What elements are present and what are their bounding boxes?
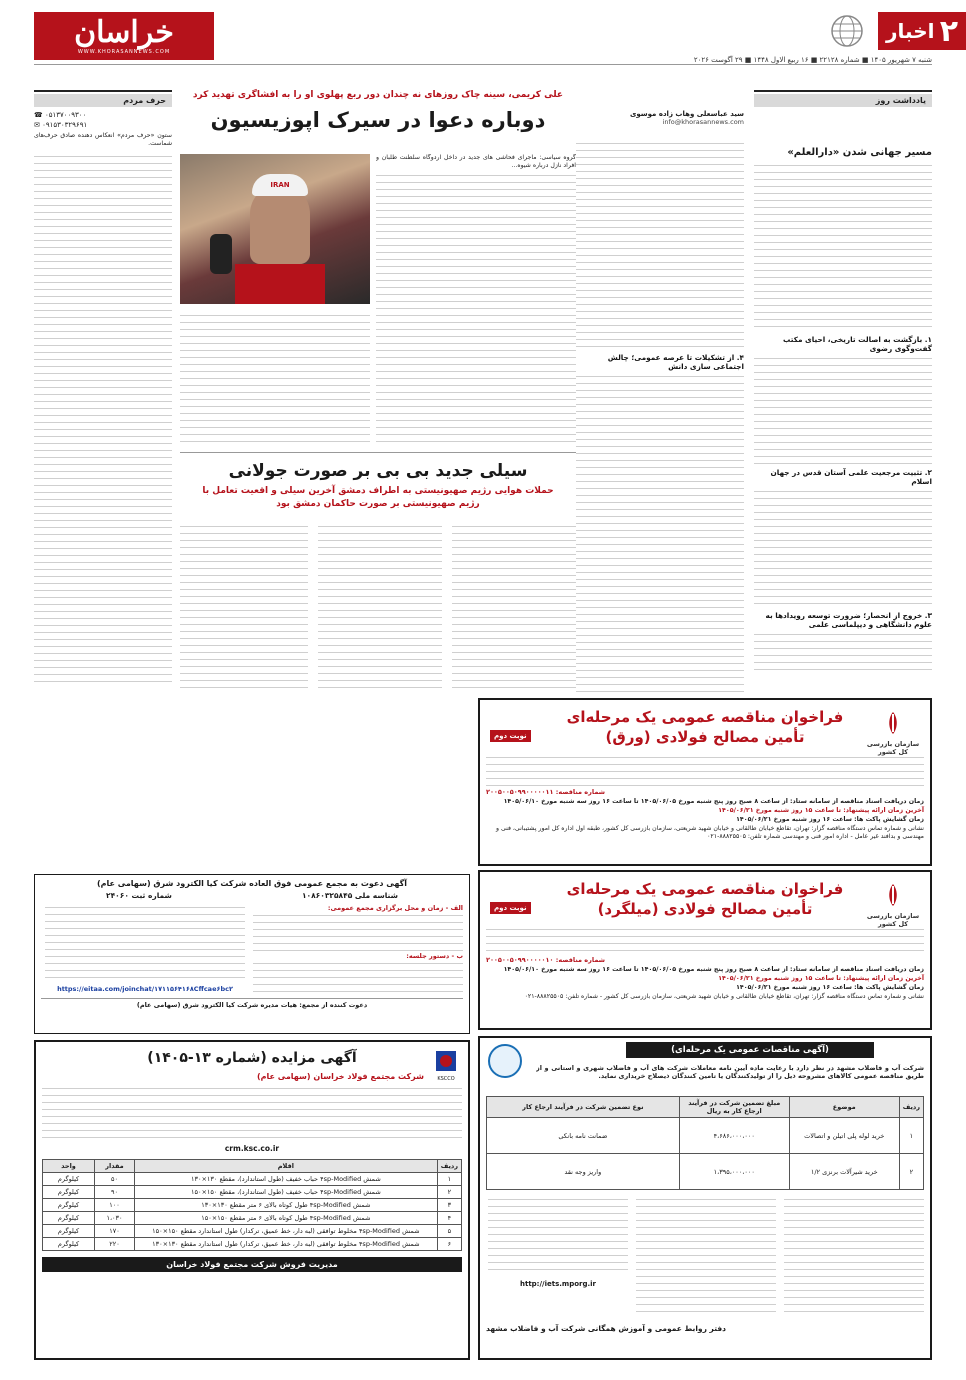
editorial-subhead-3: ۳. خروج از انحصار؛ ضرورت توسعه رویدادها به علوم دانشگاهی و دیپلماسی علمی — [765, 611, 932, 629]
editorial-body-4 — [754, 631, 932, 671]
cell: ۶ — [437, 1238, 461, 1251]
water-footer: دفتر روابط عمومی و آموزش همگانی شرکت آب و فاضلاب مشهد — [486, 1324, 727, 1333]
photo-shirt — [235, 264, 325, 304]
section-number: ۲ — [939, 13, 958, 49]
cell: ۴،۶۸۶،۰۰۰،۰۰۰ — [679, 1118, 789, 1154]
cell: ۱۷۰ — [95, 1225, 135, 1238]
auction-company: شرکت مجتمع فولاد خراسان (سهامی عام) — [256, 1072, 424, 1081]
tender-2-body — [486, 926, 924, 954]
cell: کیلوگرم — [43, 1225, 95, 1238]
meeting-agenda-title: الف - زمان و محل برگزاری مجمع عمومی: — [327, 904, 463, 912]
page-header — [0, 0, 966, 86]
tender-2-date: زمان دریافت اسناد مناقصه از سامانه ستاد: از ساعت ۸ صبح روز پنج شنبه مورخ ۱۴۰۵/۰۶/۰۵ تا ساعت ۱۶ روز سه شنبه مورخ ۱۴۰۵/۰۶/۱۰ — [503, 966, 924, 973]
cell: واریز وجه نقد — [487, 1154, 680, 1190]
tender-2-subtitle: تأمین مصالح فولادی (میلگرد) — [597, 900, 813, 918]
message-icon: ✉ — [34, 121, 43, 129]
water-ad[interactable] — [478, 1036, 932, 1360]
main-story — [180, 88, 576, 448]
cell: کیلوگرم — [43, 1212, 95, 1225]
editorial-subhead-4: ۴. از تشکیلات تا عرصه عمومی؛ چالش اجتماعی سازی دانش — [607, 353, 744, 371]
second-story-col-2 — [318, 523, 442, 693]
tender-2-emblem — [864, 882, 922, 928]
tender-1-opening: زمان گشایش پاکت ها: ساعت ۱۶ روز شنبه مورخ ۱۴۰۵/۰۶/۲۱ — [736, 816, 924, 823]
cell: ۱۰۰ — [95, 1199, 135, 1212]
people-column — [34, 90, 172, 694]
meeting-reg-number: شماره ثبت ۲۴۰۶۰ — [106, 891, 172, 900]
tender-2-deadline: آخرین زمان ارائه پیشنهاد: تا ساعت ۱۵ روز شنبه مورخ ۱۴۰۵/۰۶/۲۱ — [718, 975, 924, 982]
water-col-guarantee: نوع تضمین شرکت در فرآیند ارجاع کار — [487, 1097, 680, 1118]
auction-col-qty: مقدار — [95, 1160, 135, 1173]
table-row — [43, 1225, 462, 1238]
meeting-body-1 — [253, 912, 463, 952]
water-terms-2 — [636, 1196, 776, 1316]
water-terms-3 — [488, 1196, 628, 1276]
water-table — [486, 1096, 924, 1190]
cell: خرید لوله پلی اتیلن و اتصالات — [789, 1118, 899, 1154]
author-email[interactable]: info@khorasannews.com — [662, 118, 744, 126]
cell: شمش ۴sp-Modified طول کوتاه بالای ۶ متر مقطع ۱۳۰×۱۳۰ — [135, 1199, 438, 1212]
tender-1-badge: نوبت دوم — [490, 730, 531, 742]
dateline: شنبه ۷ شهریور ۱۴۰۵ ■ شماره ۲۲۱۲۸ ■ ۱۶ ربیع الاول ۱۴۴۸ ■ ۲۹ آگوست ۲۰۲۶ — [693, 56, 932, 64]
second-story-kicker: حملات هوایی رژیم صهیونیستی به اطراف دمشق آخرین سیلی و اقعیت تعامل با رژیم صهیونیستی بر صورت حاکمان دمشق بود — [202, 486, 554, 509]
tender-ad-2[interactable] — [478, 870, 932, 1030]
editorial-body-1 — [754, 162, 932, 332]
cell: ۲ — [437, 1186, 461, 1199]
cell: ۱ — [899, 1118, 923, 1154]
tender-1-address: نشانی و شماره تماس دستگاه مناقصه گزار: تهران، تقاطع خیابان طالقانی و خیابان شهید شریعتی، سازمان بازرسی کل کشور، طبقه اول اداره کل امور پشتیبانی، فنی و مهندسی و بدافند غیر عامل - اداره امور فنی و مهندسی شماره تلفن: ۸۸۸۲۵۵۰۵-۰۲۱ — [496, 825, 924, 840]
tender-1-subtitle: تأمین مصالح فولادی (ورق) — [605, 728, 805, 746]
phone-icon: ☎ — [34, 111, 45, 119]
cell: ۵ — [437, 1225, 461, 1238]
second-story-col-3 — [180, 523, 308, 693]
people-phone-number: ۰۵۱۳۷۰۰۹۳۰۰ — [44, 111, 87, 119]
editorial-body-2 — [754, 355, 932, 465]
people-phone — [34, 111, 172, 119]
auction-table — [42, 1159, 462, 1251]
tender-2-title: فراخوان مناقصه عمومی یک مرحله‌ای — [566, 880, 844, 898]
auction-footer: مدیریت فروش شرکت مجتمع فولاد خراسان — [42, 1257, 462, 1272]
tender-2-address: نشانی و شماره تماس دستگاه مناقصه گزار: تهران، تقاطع خیابان طالقانی و خیابان شهید شریعتی، سازمان بازرسی کل کشور - شماره تلفن: ۸۸۸۲۵۵۰۵-۰۲۱ — [524, 993, 924, 1000]
cell: ۲ — [899, 1154, 923, 1190]
water-intro: شرکت آب و فاضلاب مشهد در نظر دارد با رعایت ماده آیین نامه معاملات شرکت های آب و فاضلاب شهری و استانی و از طریق مناقصه عمومی کالاهای مشروحه ذیل را از تولیدکنندگان یا تامین کنندگان ذیصلاح خریداری نماید. — [536, 1064, 924, 1081]
main-story-lead: گروه سیاسی: ماجرای فحاشی های جدید در داخل اردوگاه سلطنت طلبان و افراد نازل ‌درباره شیو‌ه... — [376, 154, 576, 170]
logo-text: خراسان — [74, 15, 174, 50]
cell: ۱،۰۳۰ — [95, 1212, 135, 1225]
editorial-body-5 — [576, 140, 744, 350]
author-name: سید عباسعلی وهاب زاده موسوی — [629, 110, 744, 118]
people-section-title: حرف مردم — [34, 94, 172, 107]
cell: ۹۰ — [95, 1186, 135, 1199]
cell: کیلوگرم — [43, 1238, 95, 1251]
ksc-logo — [432, 1050, 460, 1082]
tender-2-number: شماره مناقصه: ۲۰۰۵۰۰۵۰۹۹۰۰۰۰۰۱۰ — [486, 956, 606, 964]
iran-emblem-icon — [880, 882, 906, 908]
main-story-photo[interactable] — [180, 154, 370, 304]
people-messages — [34, 153, 172, 688]
cell: شمش ۴sp-Modified حباب خفیف (طول استاندارد)، مقطع ۱۳۰×۱۳۰ — [135, 1173, 438, 1186]
people-intro: ستون «حرف مردم» انعکاس دهنده صادق حرف‌های شماست. — [34, 132, 172, 148]
table-row — [487, 1118, 924, 1154]
auction-title: آگهی مزایده (شماره ۱۳-۱۴۰۵) — [147, 1050, 357, 1066]
people-sms — [34, 121, 172, 129]
second-story — [180, 452, 576, 694]
meeting-national-id: شناسه ملی ۱۰۸۶۰۳۲۵۸۴۵ — [301, 891, 398, 900]
editorial-subhead-2: ۲. تثبیت مرجعیت علمی آستان قدس در جهان اسلام — [770, 468, 932, 486]
meeting-ad[interactable] — [34, 874, 470, 1034]
auction-ad[interactable] — [34, 1040, 470, 1360]
editorial-body-3 — [754, 488, 932, 608]
table-row — [43, 1199, 462, 1212]
main-story-headline[interactable]: دوباره دعوا در سیرک اپوزیسیون — [210, 108, 546, 132]
tender-1-deadline: آخرین زمان ارائه پیشنهاد: تا ساعت ۱۵ روز شنبه مورخ ۱۴۰۵/۰۶/۲۱ — [718, 807, 924, 814]
cell: ۲۲۰ — [95, 1238, 135, 1251]
water-col-subject: موضوع — [789, 1097, 899, 1118]
iran-emblem-icon — [880, 710, 906, 736]
main-story-body-1 — [376, 172, 576, 444]
section-label: اخبار — [886, 19, 935, 43]
tender-2-org: سازمان بازرسی کل کشور — [866, 912, 920, 928]
editorial-section-title: یادداشت روز — [754, 94, 932, 107]
cell: ۵۰ — [95, 1173, 135, 1186]
cell: شمش ۴sp-Modified مخلوط توافقی (لبه دار، خط عمیق، ترکدار) طول استاندارد مقطع ۱۵۰×۱۵۰ — [135, 1225, 438, 1238]
ksc-logo-icon — [435, 1050, 457, 1072]
water-logo-icon — [488, 1044, 522, 1078]
editorial-author-block — [584, 110, 744, 134]
tender-2-badge: نوبت دوم — [490, 902, 531, 914]
cell: شمش ۴sp-Modified طول کوتاه بالای ۶ متر مقطع ۱۵۰×۱۵۰ — [135, 1212, 438, 1225]
tender-1-date: زمان دریافت اسناد مناقصه از سامانه ستاد: از ساعت ۸ صبح روز پنج شنبه مورخ ۱۴۰۵/۰۶/۰۵ تا ساعت ۱۶ روز سه شنبه مورخ ۱۴۰۵/۰۶/۱۰ — [503, 798, 924, 805]
cell: ضمانت نامه بانکی — [487, 1118, 680, 1154]
meeting-body-3 — [45, 904, 245, 982]
tender-1-title: فراخوان مناقصه عمومی یک مرحله‌ای — [566, 708, 844, 726]
meeting-footer: دعوت کننده از مجمع: هیات مدیره شرکت کیا الکترود شرق (سهامی عام) — [41, 998, 463, 1009]
cell: شمش ۴sp-Modified حباب خفیف (طول استاندارد)، مقطع ۱۵۰×۱۵۰ — [135, 1186, 438, 1199]
cell: کیلوگرم — [43, 1186, 95, 1199]
table-row — [43, 1238, 462, 1251]
newspaper-logo[interactable] — [34, 12, 214, 60]
main-story-lead-col — [376, 154, 576, 446]
cell: شمش ۴sp-Modified مخلوط توافقی (لبه دار، خط عمیق، ترکدار) طول استاندارد مقطع ۱۳۰×۱۳۰ — [135, 1238, 438, 1251]
photo-cap: IRAN — [252, 174, 308, 196]
editorial-body-6 — [576, 373, 744, 693]
people-sms-number: ۰۹۱۵۳۰۳۲۹۶۹۱ — [42, 121, 88, 129]
editorial-column-2 — [576, 140, 744, 694]
second-story-headline[interactable]: سیلی جدید بی بی بر صورت جولانی — [228, 461, 528, 481]
main-story-body-2 — [180, 312, 370, 446]
meeting-title: آگهی دعوت به مجمع عمومی فوق العاده شرکت کیا الکترود شرق (سهامی عام) — [96, 879, 408, 888]
ksc-logo-text: KSCCO — [437, 1076, 455, 1082]
table-row — [43, 1173, 462, 1186]
tender-1-body — [486, 754, 924, 786]
tender-2-opening: زمان گشایش پاکت ها: ساعت ۱۶ روز شنبه مورخ ۱۴۰۵/۰۶/۲۱ — [736, 984, 924, 991]
water-website[interactable]: http://iets.mporg.ir — [519, 1280, 596, 1288]
auction-col-unit: واحد — [43, 1160, 95, 1173]
meeting-agenda-b: ب - دستور جلسه: — [406, 952, 463, 960]
logo-url: WWW.KHORASANNEWS.COM — [77, 49, 171, 55]
cell: کیلوگرم — [43, 1199, 95, 1212]
cell: ۱،۳۹۵،۰۰۰،۰۰۰ — [679, 1154, 789, 1190]
photo-person-figure — [250, 184, 310, 264]
editorial-column — [754, 90, 932, 694]
water-title: (آگهی مناقصات عمومی یک مرحله‌ای) — [626, 1042, 874, 1058]
water-col-index: ردیف — [899, 1097, 923, 1118]
auction-col-item: اقلام — [135, 1160, 438, 1173]
meeting-body-2 — [253, 960, 463, 994]
cell: ۳ — [437, 1199, 461, 1212]
second-story-col-1 — [452, 523, 576, 693]
cell: کیلوگرم — [43, 1173, 95, 1186]
tender-ad-1[interactable] — [478, 698, 932, 866]
tender-1-org: سازمان بازرسی کل کشور — [866, 740, 920, 756]
auction-body — [42, 1085, 462, 1141]
section-tab — [878, 12, 966, 50]
meeting-link[interactable]: https://eitaa.com/joinchat/۱۷۱۱۵۶۴۱۶۸Cffcae۶bc۲ — [57, 985, 233, 993]
editorial-headline: مسیر جهانی شدن «دارالعلم» — [787, 147, 932, 158]
auction-col-index: ردیف — [437, 1160, 461, 1173]
cell: ۴ — [437, 1212, 461, 1225]
editorial-subhead-1: ۱. بازگشت به اصالت تاریخی، احیای مکتب گفت‌وگوی رضوی — [783, 335, 932, 353]
water-col-amount: مبلغ تضمین شرکت در فرآیند ارجاع کار به ریال — [679, 1097, 789, 1118]
table-row — [43, 1212, 462, 1225]
header-divider — [34, 64, 932, 65]
water-terms-1 — [784, 1196, 924, 1316]
tender-1-number: شماره مناقصه: ۲۰۰۵۰۰۵۰۹۹۰۰۰۰۰۱۱ — [486, 788, 606, 796]
cell: ۱ — [437, 1173, 461, 1186]
main-story-kicker: علی کریمی، سینه چاک روزهای نه چندان دور ربع پهلوی او را به افشاگری تهدید کرد — [192, 90, 564, 100]
table-row — [43, 1186, 462, 1199]
photo-microphone-icon — [210, 234, 232, 274]
table-row — [487, 1154, 924, 1190]
cell: خرید شیرآلات برنزی ۱/۲ — [789, 1154, 899, 1190]
tender-1-emblem — [864, 710, 922, 756]
auction-website[interactable]: crm.ksc.co.ir — [224, 1144, 280, 1153]
globe-icon — [830, 14, 864, 48]
